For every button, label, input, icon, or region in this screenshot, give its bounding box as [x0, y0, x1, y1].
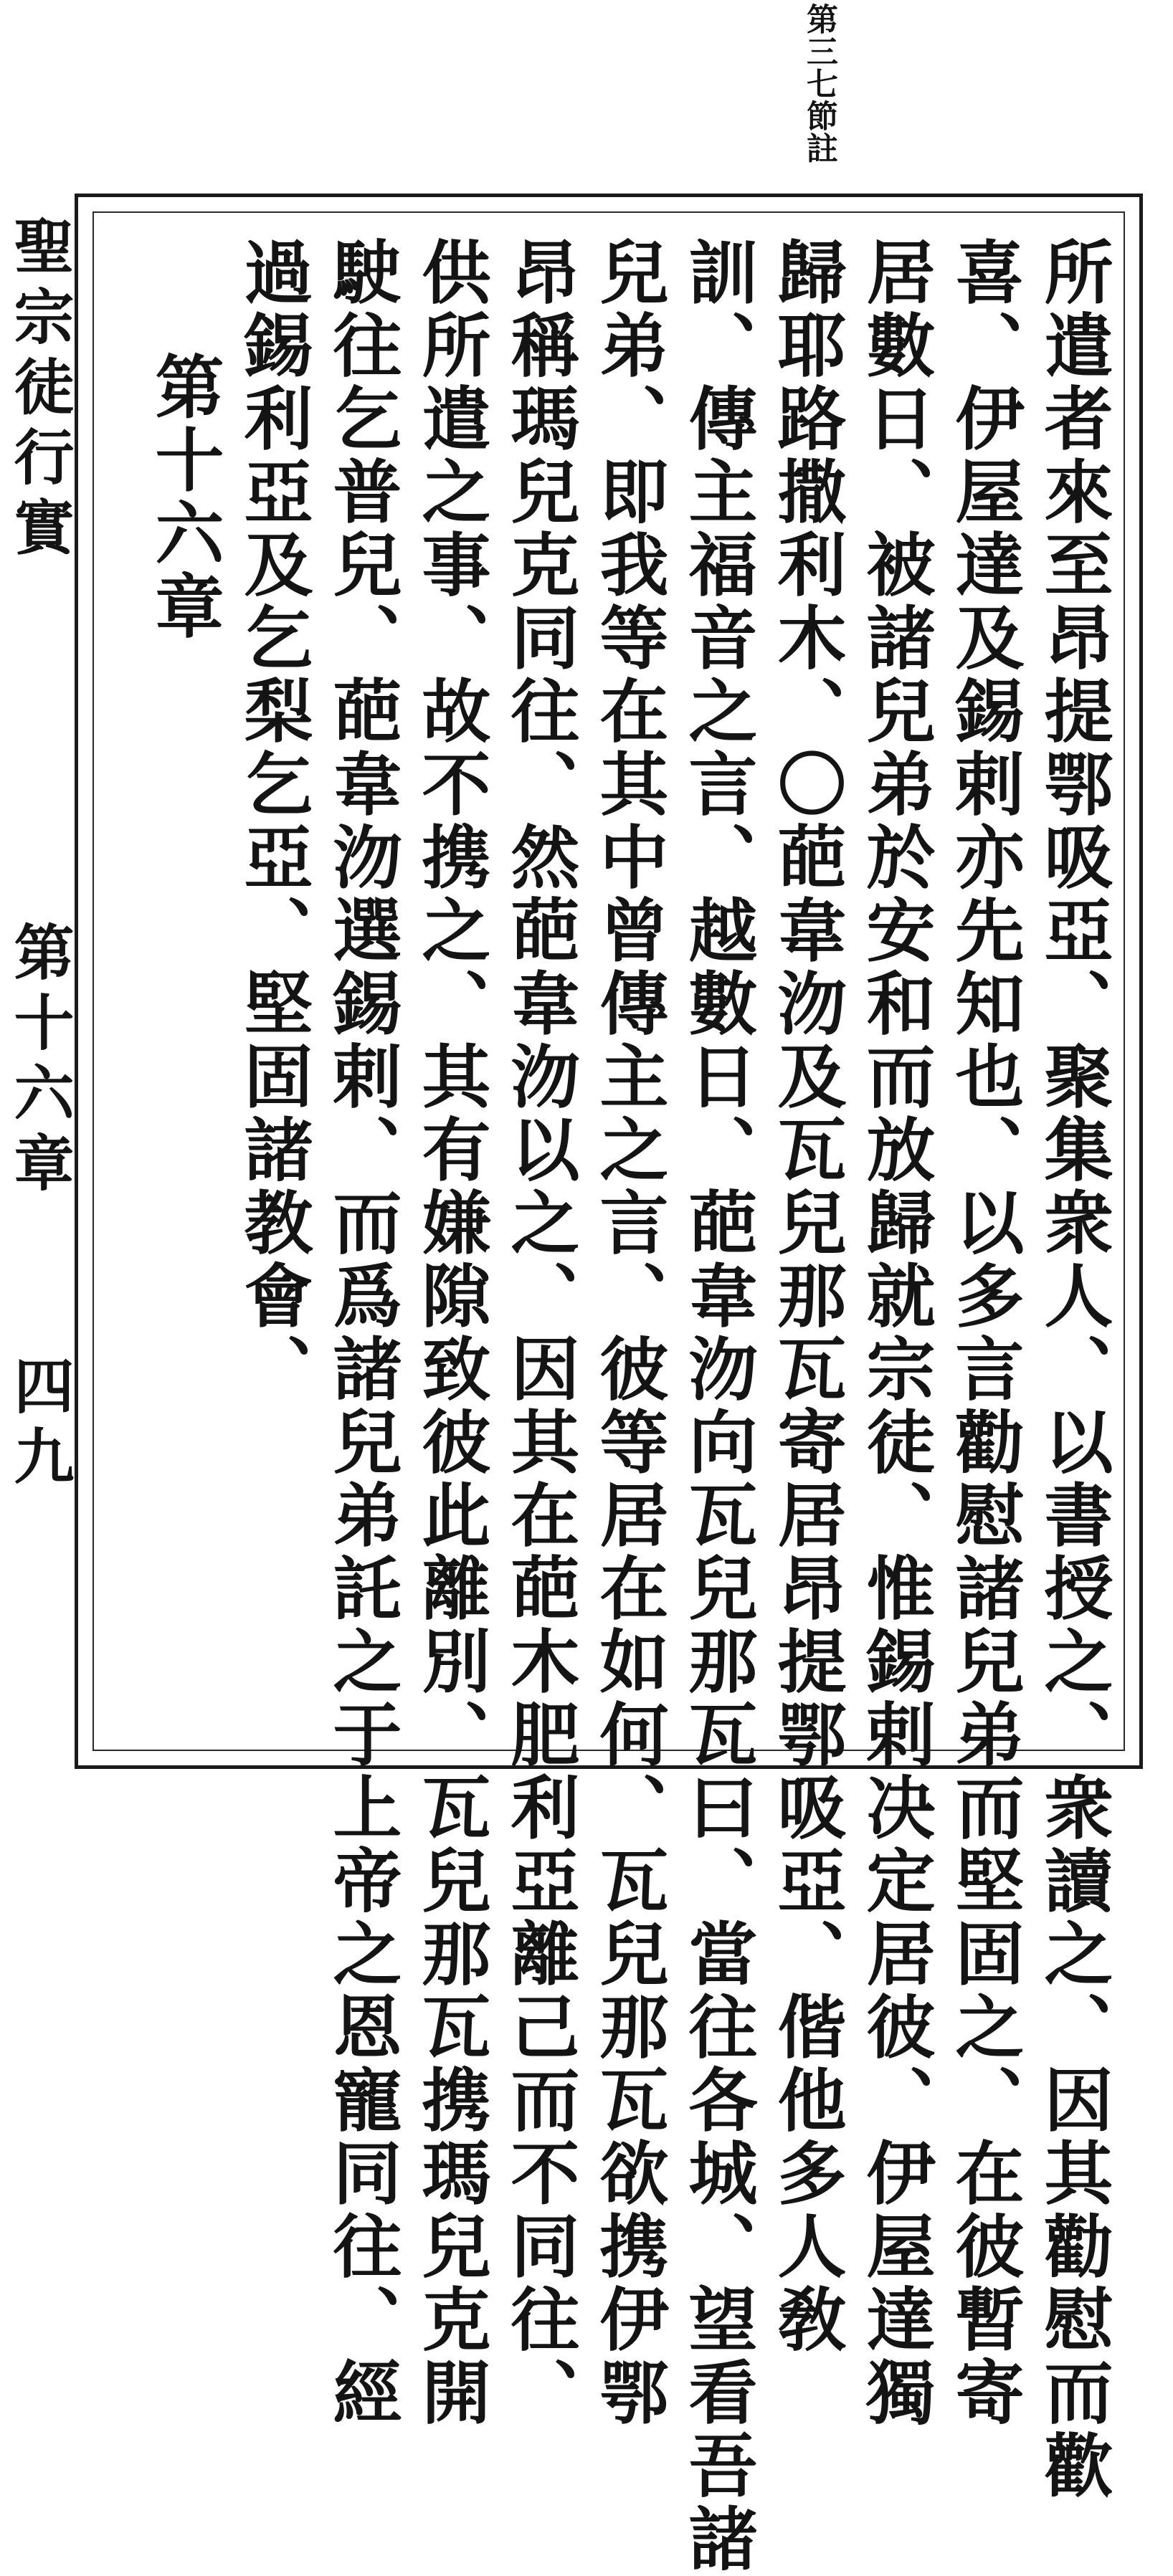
margin-column — [0, 215, 75, 1756]
margin-chapter: 第十六章 — [4, 921, 75, 1202]
chapter-heading: 第十六章 — [144, 351, 225, 644]
text-column: 駛往乞普兒、葩韋沕選錫剌、而爲諸兒弟託之于上帝之恩寵同往、經 — [322, 237, 403, 2430]
body-text — [140, 237, 1118, 2576]
page-number: 四九 — [4, 1355, 75, 1495]
book-title: 聖宗徒行實 — [4, 215, 75, 566]
text-column: 兒弟、即我等在其中曾傳主之言、彼等居在如何、瓦兒那瓦欲携伊鄂 — [589, 237, 670, 2430]
page-header: 第三七節註 — [801, 3, 837, 164]
text-frame — [75, 194, 1143, 2576]
text-column: 昂稱瑪兒克同往、然葩韋沕以之、因其在葩木肥利亞離己而不同往、 — [500, 237, 581, 2430]
text-column: 歸耶路撒利木、〇葩韋沕及瓦兒那瓦寄居昂提鄂吸亞、偕他多人敎 — [766, 237, 847, 2357]
text-column: 喜、伊屋達及錫剌亦先知也、以多言勸慰諸兒弟而堅固之、在彼暫寄 — [944, 237, 1025, 2430]
text-column: 所遣者來至昂提鄂吸亞、聚集衆人、以書授之、衆讀之、因其勸慰而歡 — [1033, 237, 1114, 2503]
text-column: 過錫利亞及乞梨乞亞、堅固諸教會、 — [233, 237, 314, 1406]
text-column: 供所遣之事、故不携之、其有嫌隙致彼此離別、瓦兒那瓦携瑪兒克開 — [411, 237, 492, 2430]
text-column: 居數日、被諸兒弟於安和而放歸就宗徒、惟錫剌决定居彼、伊屋達獨 — [855, 237, 936, 2430]
text-column: 訓、傳主福音之言、越數日、葩韋沕向瓦兒那瓦曰、當往各城、望看吾諸 — [678, 237, 759, 2576]
